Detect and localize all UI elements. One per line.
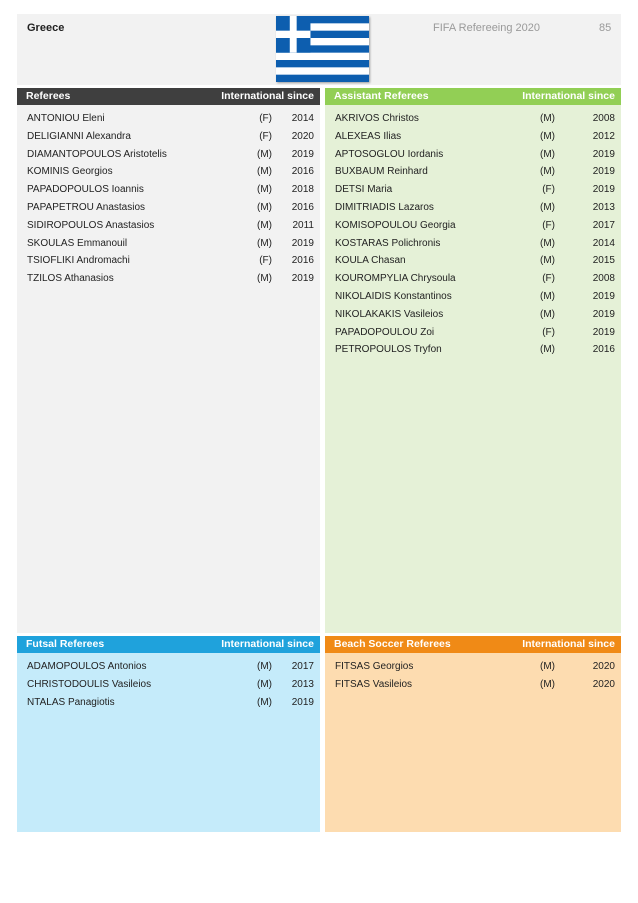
international-since-year: 2016 — [291, 166, 314, 178]
referees-header — [17, 88, 320, 105]
section-title: Beach Soccer Referees — [334, 638, 451, 650]
gender-label: (M) — [257, 166, 272, 178]
referee-name: DETSI Maria — [335, 184, 393, 196]
gender-label: (M) — [257, 661, 272, 672]
referee-name: APTOSOGLOU Iordanis — [335, 148, 444, 160]
gender-label: (M) — [257, 219, 272, 231]
since-label: International since — [221, 638, 314, 650]
list-item — [335, 238, 615, 256]
gender-label: (F) — [542, 273, 555, 285]
list-item — [27, 131, 314, 149]
referee-name: CHRISTODOULIS Vasileios — [27, 678, 152, 690]
referee-name: KOULA Chasan — [335, 255, 406, 267]
gender-label: (M) — [257, 184, 272, 196]
international-since-year: 2017 — [592, 219, 615, 231]
referee-name: ADAMOPOULOS Antonios — [27, 661, 147, 672]
referee-name: PETROPOULOS Tryfon — [335, 344, 442, 356]
international-since-year: 2019 — [291, 273, 314, 285]
futsal-referees-header — [17, 636, 320, 653]
gender-label: (M) — [540, 237, 555, 249]
referee-name: NTALAS Panagiotis — [27, 696, 115, 708]
list-item — [27, 679, 314, 697]
beach-soccer-referees-header — [325, 636, 621, 653]
international-since-year: 2019 — [592, 148, 615, 160]
referee-name: BUXBAUM Reinhard — [335, 166, 428, 178]
gender-label: (M) — [540, 678, 555, 690]
gender-label: (M) — [257, 696, 272, 708]
list-item — [335, 184, 615, 202]
referee-name: NIKOLAIDIS Konstantinos — [335, 290, 452, 302]
international-since-year: 2014 — [592, 237, 615, 249]
referee-name: KOMINIS Georgios — [27, 166, 113, 178]
referee-name: ALEXEAS Ilias — [335, 130, 402, 142]
international-since-year: 2013 — [291, 678, 314, 690]
referee-name: KOUROMPYLIA Chrysoula — [335, 273, 456, 285]
list-item — [27, 238, 314, 256]
international-since-year: 2019 — [592, 166, 615, 178]
list-item — [335, 273, 615, 291]
gender-label: (M) — [540, 113, 555, 124]
section-title: Futsal Referees — [26, 638, 105, 650]
referee-name: KOSTARAS Polichronis — [335, 237, 441, 249]
list-item — [335, 291, 615, 309]
international-since-year: 2008 — [592, 273, 615, 285]
referee-name: PAPADOPOULOU Zoi — [335, 326, 435, 338]
gender-label: (M) — [540, 308, 555, 320]
international-since-year: 2019 — [291, 237, 314, 249]
international-since-year: 2013 — [592, 201, 615, 213]
list-item — [27, 184, 314, 202]
international-since-year: 2020 — [291, 130, 314, 142]
since-label: International since — [522, 638, 615, 650]
gender-label: (F) — [259, 130, 272, 142]
gender-label: (F) — [542, 219, 555, 231]
referee-name: AKRIVOS Christos — [335, 113, 419, 124]
international-since-year: 2015 — [592, 255, 615, 267]
referee-name: ANTONIOU Eleni — [27, 113, 105, 124]
futsal-referees-panel — [17, 636, 320, 832]
list-item — [335, 131, 615, 149]
assistant-referees-header — [325, 88, 621, 105]
international-since-year: 2012 — [592, 130, 615, 142]
publication-title: FIFA Refereeing 2020 — [433, 22, 541, 34]
gender-label: (F) — [259, 255, 272, 267]
list-item — [27, 166, 314, 184]
list-item — [27, 113, 314, 131]
referee-name: FITSAS Vasileios — [335, 678, 413, 690]
list-item — [335, 220, 615, 238]
international-since-year: 2020 — [592, 678, 615, 690]
international-since-year: 2008 — [592, 113, 615, 124]
international-since-year: 2018 — [291, 184, 314, 196]
list-item — [27, 273, 314, 291]
international-since-year: 2011 — [292, 219, 314, 231]
international-since-year: 2019 — [592, 184, 615, 196]
referee-name: NIKOLAKAKIS Vasileios — [335, 308, 444, 320]
list-item — [27, 149, 314, 167]
referee-name: FITSAS Georgios — [335, 661, 414, 672]
referee-name: PAPADOPOULOS Ioannis — [27, 184, 144, 196]
assistant-referees-panel — [325, 88, 621, 633]
referee-name: TZILOS Athanasios — [27, 273, 114, 285]
list-item — [335, 149, 615, 167]
since-label: International since — [522, 90, 615, 102]
beach-soccer-referees-panel — [325, 636, 621, 832]
list-item — [27, 220, 314, 238]
list-item — [27, 661, 314, 679]
gender-label: (M) — [540, 130, 555, 142]
referee-name: KOMISOPOULOU Georgia — [335, 219, 456, 231]
list-item — [27, 202, 314, 220]
list-item — [27, 697, 314, 715]
gender-label: (F) — [542, 326, 555, 338]
gender-label: (M) — [540, 166, 555, 178]
international-since-year: 2019 — [592, 308, 615, 320]
gender-label: (M) — [257, 678, 272, 690]
list-item — [335, 327, 615, 345]
referee-name: PAPAPETROU Anastasios — [27, 201, 146, 213]
international-since-year: 2020 — [592, 661, 615, 672]
list-item — [335, 166, 615, 184]
referees-panel — [17, 88, 320, 633]
international-since-year: 2019 — [291, 148, 314, 160]
international-since-year: 2019 — [291, 696, 314, 708]
referee-name: SKOULAS Emmanouil — [27, 237, 128, 249]
international-since-year: 2016 — [592, 344, 615, 356]
gender-label: (M) — [540, 290, 555, 302]
list-item — [335, 202, 615, 220]
list-item — [27, 255, 314, 273]
country-name: Greece — [27, 22, 65, 34]
since-label: International since — [221, 90, 314, 102]
gender-label: (M) — [540, 148, 555, 160]
list-item — [335, 255, 615, 273]
page-number: 85 — [599, 22, 612, 34]
referee-name: SIDIROPOULOS Anastasios — [27, 219, 155, 231]
greece-flag-icon — [276, 16, 369, 82]
gender-label: (F) — [542, 184, 555, 196]
list-item — [335, 113, 615, 131]
gender-label: (M) — [540, 255, 555, 267]
international-since-year: 2014 — [291, 113, 314, 124]
gender-label: (M) — [257, 201, 272, 213]
referee-name: DELIGIANNI Alexandra — [27, 130, 131, 142]
gender-label: (M) — [257, 148, 272, 160]
list-item — [335, 661, 615, 679]
section-title: Referees — [26, 90, 71, 102]
international-since-year: 2016 — [291, 255, 314, 267]
gender-label: (M) — [540, 661, 555, 672]
list-item — [335, 309, 615, 327]
list-item — [335, 344, 615, 362]
gender-label: (M) — [540, 201, 555, 213]
gender-label: (M) — [540, 344, 555, 356]
referee-name: DIAMANTOPOULOS Aristotelis — [27, 148, 167, 160]
international-since-year: 2017 — [291, 661, 314, 672]
list-item — [335, 679, 615, 697]
international-since-year: 2019 — [592, 290, 615, 302]
gender-label: (F) — [259, 113, 272, 124]
referee-name: TSIOFLIKI Andromachi — [27, 255, 130, 267]
section-title: Assistant Referees — [334, 90, 429, 102]
gender-label: (M) — [257, 273, 272, 285]
gender-label: (M) — [257, 237, 272, 249]
referee-name: DIMITRIADIS Lazaros — [335, 201, 434, 213]
international-since-year: 2016 — [291, 201, 314, 213]
international-since-year: 2019 — [592, 326, 615, 338]
